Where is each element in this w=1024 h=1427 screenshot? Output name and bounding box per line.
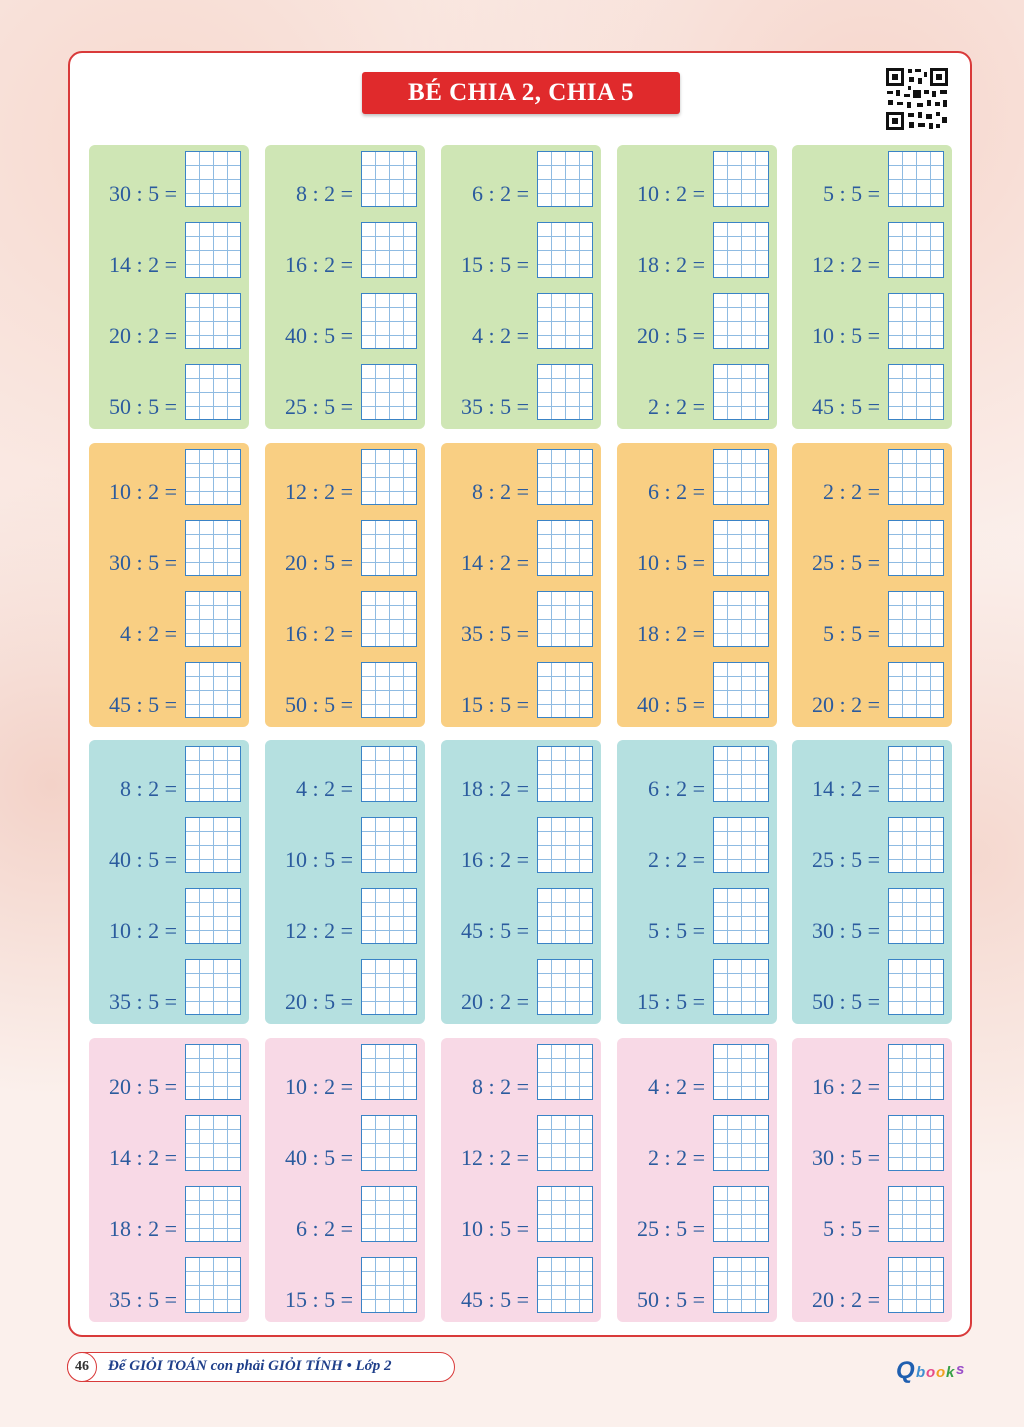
exercise-panel xyxy=(265,1038,425,1322)
division-expression: 25 : 5 = xyxy=(636,1216,705,1241)
exercise-row xyxy=(792,362,952,424)
exercise-row xyxy=(441,589,601,651)
division-expression: 8 : 2 = xyxy=(471,1074,529,1099)
division-expression: 4 : 2 = xyxy=(647,1074,705,1099)
answer-box[interactable] xyxy=(537,1044,593,1100)
exercise-panel xyxy=(617,145,777,429)
exercise-row xyxy=(617,957,777,1019)
exercise-row xyxy=(89,1042,249,1104)
answer-box[interactable] xyxy=(185,1044,241,1100)
division-expression: 20 : 5 = xyxy=(284,989,353,1014)
exercise-row xyxy=(792,291,952,353)
exercise-row xyxy=(265,1042,425,1104)
exercise-row xyxy=(89,362,249,424)
exercise-row xyxy=(617,1184,777,1246)
answer-box[interactable] xyxy=(713,449,769,505)
answer-box[interactable] xyxy=(185,364,241,420)
exercise-row xyxy=(617,518,777,580)
exercise-row xyxy=(792,1255,952,1317)
exercise-panel xyxy=(617,443,777,727)
answer-box[interactable] xyxy=(537,520,593,576)
exercise-row xyxy=(617,1113,777,1175)
answer-box[interactable] xyxy=(361,1044,417,1100)
exercise-row xyxy=(617,1255,777,1317)
division-expression: 14 : 2 = xyxy=(460,550,529,575)
exercise-row xyxy=(441,362,601,424)
answer-box[interactable] xyxy=(713,662,769,718)
answer-box[interactable] xyxy=(713,1044,769,1100)
exercise-panel xyxy=(792,1038,952,1322)
division-expression: 20 : 2 = xyxy=(108,323,177,348)
division-expression: 20 : 2 = xyxy=(811,1287,880,1312)
exercise-row xyxy=(89,886,249,948)
exercise-row xyxy=(792,744,952,806)
exercise-panel xyxy=(89,1038,249,1322)
answer-box[interactable] xyxy=(185,959,241,1015)
exercise-row xyxy=(617,660,777,722)
exercise-row xyxy=(617,589,777,651)
exercise-panel xyxy=(89,145,249,429)
division-expression: 45 : 5 = xyxy=(460,1287,529,1312)
division-expression: 10 : 5 = xyxy=(460,1216,529,1241)
answer-box[interactable] xyxy=(361,151,417,207)
division-expression: 20 : 5 = xyxy=(284,550,353,575)
answer-box[interactable] xyxy=(888,662,944,718)
division-expression: 50 : 5 = xyxy=(108,394,177,419)
answer-box[interactable] xyxy=(888,520,944,576)
answer-box[interactable] xyxy=(888,1044,944,1100)
answer-box[interactable] xyxy=(713,746,769,802)
division-expression: 6 : 2 = xyxy=(647,776,705,801)
division-expression: 25 : 5 = xyxy=(811,550,880,575)
exercise-row xyxy=(441,744,601,806)
answer-box[interactable] xyxy=(888,591,944,647)
exercise-row xyxy=(617,815,777,877)
answer-box[interactable] xyxy=(185,746,241,802)
exercise-row xyxy=(89,518,249,580)
division-expression: 10 : 5 = xyxy=(636,550,705,575)
division-expression: 16 : 2 = xyxy=(460,847,529,872)
answer-box[interactable] xyxy=(713,1115,769,1171)
exercise-row xyxy=(265,589,425,651)
division-expression: 15 : 5 = xyxy=(460,692,529,717)
exercise-row xyxy=(792,149,952,211)
answer-box[interactable] xyxy=(713,520,769,576)
division-expression: 16 : 2 = xyxy=(284,621,353,646)
answer-box[interactable] xyxy=(361,746,417,802)
exercise-row xyxy=(265,518,425,580)
exercise-row xyxy=(792,518,952,580)
exercise-row xyxy=(617,744,777,806)
exercise-panel xyxy=(441,145,601,429)
svg-text:Q: Q xyxy=(896,1357,915,1384)
exercise-panel xyxy=(617,1038,777,1322)
division-expression: 18 : 2 = xyxy=(636,252,705,277)
answer-box[interactable] xyxy=(361,364,417,420)
answer-box[interactable] xyxy=(361,1186,417,1242)
answer-box[interactable] xyxy=(888,1186,944,1242)
exercise-row xyxy=(617,149,777,211)
division-expression: 45 : 5 = xyxy=(108,692,177,717)
answer-box[interactable] xyxy=(713,591,769,647)
division-expression: 15 : 5 = xyxy=(636,989,705,1014)
answer-box[interactable] xyxy=(361,1257,417,1313)
answer-box[interactable] xyxy=(537,662,593,718)
answer-box[interactable] xyxy=(713,959,769,1015)
exercise-row xyxy=(89,957,249,1019)
exercise-row xyxy=(617,886,777,948)
division-expression: 40 : 5 = xyxy=(284,323,353,348)
exercise-row xyxy=(617,220,777,282)
answer-box[interactable] xyxy=(361,222,417,278)
exercise-row xyxy=(89,815,249,877)
answer-box[interactable] xyxy=(537,1186,593,1242)
exercise-row xyxy=(265,815,425,877)
answer-box[interactable] xyxy=(888,817,944,873)
exercise-row xyxy=(89,660,249,722)
answer-box[interactable] xyxy=(361,959,417,1015)
division-expression: 10 : 2 = xyxy=(284,1074,353,1099)
exercise-panel xyxy=(265,443,425,727)
exercise-row xyxy=(441,291,601,353)
answer-box[interactable] xyxy=(537,151,593,207)
division-expression: 35 : 5 = xyxy=(460,394,529,419)
division-expression: 2 : 2 = xyxy=(822,479,880,504)
exercise-panel xyxy=(441,1038,601,1322)
division-expression: 35 : 5 = xyxy=(460,621,529,646)
exercise-row xyxy=(265,957,425,1019)
exercise-row xyxy=(265,744,425,806)
division-expression: 18 : 2 = xyxy=(460,776,529,801)
answer-box[interactable] xyxy=(537,1115,593,1171)
answer-box[interactable] xyxy=(713,151,769,207)
exercise-row xyxy=(89,744,249,806)
answer-box[interactable] xyxy=(888,1115,944,1171)
answer-box[interactable] xyxy=(888,449,944,505)
answer-box[interactable] xyxy=(888,293,944,349)
division-expression: 8 : 2 = xyxy=(119,776,177,801)
answer-box[interactable] xyxy=(888,888,944,944)
answer-box[interactable] xyxy=(713,1257,769,1313)
division-expression: 5 : 5 = xyxy=(647,918,705,943)
answer-box[interactable] xyxy=(185,1186,241,1242)
exercise-row xyxy=(441,1255,601,1317)
exercise-panel xyxy=(265,740,425,1024)
exercise-row xyxy=(441,957,601,1019)
exercise-row xyxy=(441,518,601,580)
exercise-row xyxy=(792,660,952,722)
svg-text:s: s xyxy=(956,1361,965,1378)
answer-box[interactable] xyxy=(185,1115,241,1171)
answer-box[interactable] xyxy=(888,222,944,278)
answer-box[interactable] xyxy=(537,449,593,505)
exercise-row xyxy=(265,1113,425,1175)
division-expression: 4 : 2 = xyxy=(471,323,529,348)
svg-text:o: o xyxy=(936,1364,946,1381)
answer-box[interactable] xyxy=(185,591,241,647)
division-expression: 6 : 2 = xyxy=(647,479,705,504)
division-expression: 8 : 2 = xyxy=(295,181,353,206)
division-expression: 16 : 2 = xyxy=(811,1074,880,1099)
exercise-row xyxy=(441,1184,601,1246)
svg-text:b: b xyxy=(916,1364,926,1381)
exercise-row xyxy=(265,291,425,353)
exercise-row xyxy=(265,886,425,948)
exercise-panel xyxy=(792,145,952,429)
exercise-row xyxy=(89,589,249,651)
division-expression: 6 : 2 = xyxy=(295,1216,353,1241)
answer-box[interactable] xyxy=(537,222,593,278)
exercise-panel xyxy=(792,740,952,1024)
division-expression: 10 : 5 = xyxy=(284,847,353,872)
exercise-row xyxy=(792,1113,952,1175)
exercise-row xyxy=(265,149,425,211)
exercise-row xyxy=(265,1184,425,1246)
page-number: 46 xyxy=(67,1352,97,1382)
answer-box[interactable] xyxy=(361,662,417,718)
answer-box[interactable] xyxy=(361,293,417,349)
division-expression: 45 : 5 = xyxy=(811,394,880,419)
exercise-row xyxy=(441,220,601,282)
exercise-panel xyxy=(89,740,249,1024)
footer-title: Để GIỎI TOÁN con phải GIỎI TÍNH • Lớp 2 xyxy=(108,1358,392,1374)
exercise-row xyxy=(441,815,601,877)
division-expression: 40 : 5 = xyxy=(636,692,705,717)
division-expression: 12 : 2 = xyxy=(811,252,880,277)
exercise-panel xyxy=(441,740,601,1024)
exercise-row xyxy=(617,1042,777,1104)
division-expression: 25 : 5 = xyxy=(811,847,880,872)
division-expression: 14 : 2 = xyxy=(811,776,880,801)
qr-code-icon xyxy=(884,66,950,132)
division-expression: 30 : 5 = xyxy=(811,918,880,943)
svg-text:k: k xyxy=(946,1364,955,1381)
exercise-row xyxy=(792,589,952,651)
division-expression: 4 : 2 = xyxy=(295,776,353,801)
division-expression: 20 : 5 = xyxy=(108,1074,177,1099)
division-expression: 18 : 2 = xyxy=(108,1216,177,1241)
answer-box[interactable] xyxy=(185,151,241,207)
division-expression: 14 : 2 = xyxy=(108,252,177,277)
exercise-row xyxy=(792,447,952,509)
answer-box[interactable] xyxy=(713,1186,769,1242)
division-expression: 18 : 2 = xyxy=(636,621,705,646)
division-expression: 10 : 2 = xyxy=(108,479,177,504)
exercise-row xyxy=(265,447,425,509)
exercise-row xyxy=(89,447,249,509)
answer-box[interactable] xyxy=(361,888,417,944)
exercise-row xyxy=(265,220,425,282)
answer-box[interactable] xyxy=(537,817,593,873)
division-expression: 5 : 5 = xyxy=(822,1216,880,1241)
answer-box[interactable] xyxy=(888,1257,944,1313)
division-expression: 20 : 2 = xyxy=(460,989,529,1014)
exercise-row xyxy=(265,1255,425,1317)
exercise-row xyxy=(617,362,777,424)
division-expression: 45 : 5 = xyxy=(460,918,529,943)
division-expression: 35 : 5 = xyxy=(108,989,177,1014)
division-expression: 50 : 5 = xyxy=(811,989,880,1014)
answer-box[interactable] xyxy=(537,1257,593,1313)
exercise-row xyxy=(441,447,601,509)
division-expression: 12 : 2 = xyxy=(460,1145,529,1170)
division-expression: 10 : 5 = xyxy=(811,323,880,348)
exercise-row xyxy=(441,1042,601,1104)
answer-box[interactable] xyxy=(361,520,417,576)
division-expression: 10 : 2 = xyxy=(108,918,177,943)
answer-box[interactable] xyxy=(537,888,593,944)
exercise-row xyxy=(441,1113,601,1175)
division-expression: 20 : 2 = xyxy=(811,692,880,717)
division-expression: 40 : 5 = xyxy=(284,1145,353,1170)
answer-box[interactable] xyxy=(713,364,769,420)
division-expression: 30 : 5 = xyxy=(108,550,177,575)
division-expression: 2 : 2 = xyxy=(647,394,705,419)
division-expression: 15 : 5 = xyxy=(460,252,529,277)
worksheet-title: BÉ CHIA 2, CHIA 5 xyxy=(362,72,680,114)
exercise-row xyxy=(89,1255,249,1317)
division-expression: 5 : 5 = xyxy=(822,621,880,646)
division-expression: 2 : 2 = xyxy=(647,847,705,872)
division-expression: 10 : 2 = xyxy=(636,181,705,206)
answer-box[interactable] xyxy=(888,746,944,802)
answer-box[interactable] xyxy=(361,817,417,873)
answer-box[interactable] xyxy=(713,222,769,278)
division-expression: 16 : 2 = xyxy=(284,252,353,277)
answer-box[interactable] xyxy=(888,959,944,1015)
answer-box[interactable] xyxy=(537,959,593,1015)
division-expression: 14 : 2 = xyxy=(108,1145,177,1170)
qbooks-logo xyxy=(896,1352,972,1386)
exercise-row xyxy=(792,1184,952,1246)
answer-box[interactable] xyxy=(185,662,241,718)
division-expression: 35 : 5 = xyxy=(108,1287,177,1312)
exercise-row xyxy=(265,362,425,424)
exercise-panel xyxy=(792,443,952,727)
answer-box[interactable] xyxy=(185,293,241,349)
division-expression: 2 : 2 = xyxy=(647,1145,705,1170)
division-expression: 30 : 5 = xyxy=(108,181,177,206)
answer-box[interactable] xyxy=(185,817,241,873)
division-expression: 12 : 2 = xyxy=(284,918,353,943)
answer-box[interactable] xyxy=(361,591,417,647)
answer-box[interactable] xyxy=(361,449,417,505)
exercise-row xyxy=(89,149,249,211)
division-expression: 20 : 5 = xyxy=(636,323,705,348)
division-expression: 50 : 5 = xyxy=(284,692,353,717)
exercise-panel xyxy=(617,740,777,1024)
exercise-row xyxy=(792,886,952,948)
exercise-row xyxy=(441,149,601,211)
division-expression: 30 : 5 = xyxy=(811,1145,880,1170)
division-expression: 6 : 2 = xyxy=(471,181,529,206)
exercise-row xyxy=(89,1113,249,1175)
exercise-row xyxy=(441,660,601,722)
division-expression: 50 : 5 = xyxy=(636,1287,705,1312)
exercise-row xyxy=(792,1042,952,1104)
answer-box[interactable] xyxy=(537,293,593,349)
division-expression: 12 : 2 = xyxy=(284,479,353,504)
answer-box[interactable] xyxy=(185,888,241,944)
exercise-row xyxy=(617,291,777,353)
exercise-panel xyxy=(89,443,249,727)
exercise-row xyxy=(89,220,249,282)
division-expression: 5 : 5 = xyxy=(822,181,880,206)
exercise-row xyxy=(617,447,777,509)
answer-box[interactable] xyxy=(888,151,944,207)
division-expression: 8 : 2 = xyxy=(471,479,529,504)
division-expression: 15 : 5 = xyxy=(284,1287,353,1312)
answer-box[interactable] xyxy=(185,520,241,576)
division-expression: 4 : 2 = xyxy=(119,621,177,646)
answer-box[interactable] xyxy=(888,364,944,420)
exercise-row xyxy=(792,815,952,877)
exercise-panel xyxy=(441,443,601,727)
answer-box[interactable] xyxy=(713,817,769,873)
exercise-row xyxy=(441,886,601,948)
exercise-row xyxy=(265,660,425,722)
answer-box[interactable] xyxy=(185,222,241,278)
answer-box[interactable] xyxy=(185,449,241,505)
answer-box[interactable] xyxy=(361,1115,417,1171)
answer-box[interactable] xyxy=(713,293,769,349)
division-expression: 25 : 5 = xyxy=(284,394,353,419)
answer-box[interactable] xyxy=(537,591,593,647)
answer-box[interactable] xyxy=(713,888,769,944)
exercise-row xyxy=(792,220,952,282)
answer-box[interactable] xyxy=(537,364,593,420)
exercise-panel xyxy=(265,145,425,429)
exercise-row xyxy=(792,957,952,1019)
answer-box[interactable] xyxy=(537,746,593,802)
answer-box[interactable] xyxy=(185,1257,241,1313)
division-expression: 40 : 5 = xyxy=(108,847,177,872)
svg-text:o: o xyxy=(926,1364,936,1381)
exercise-row xyxy=(89,1184,249,1246)
exercise-row xyxy=(89,291,249,353)
